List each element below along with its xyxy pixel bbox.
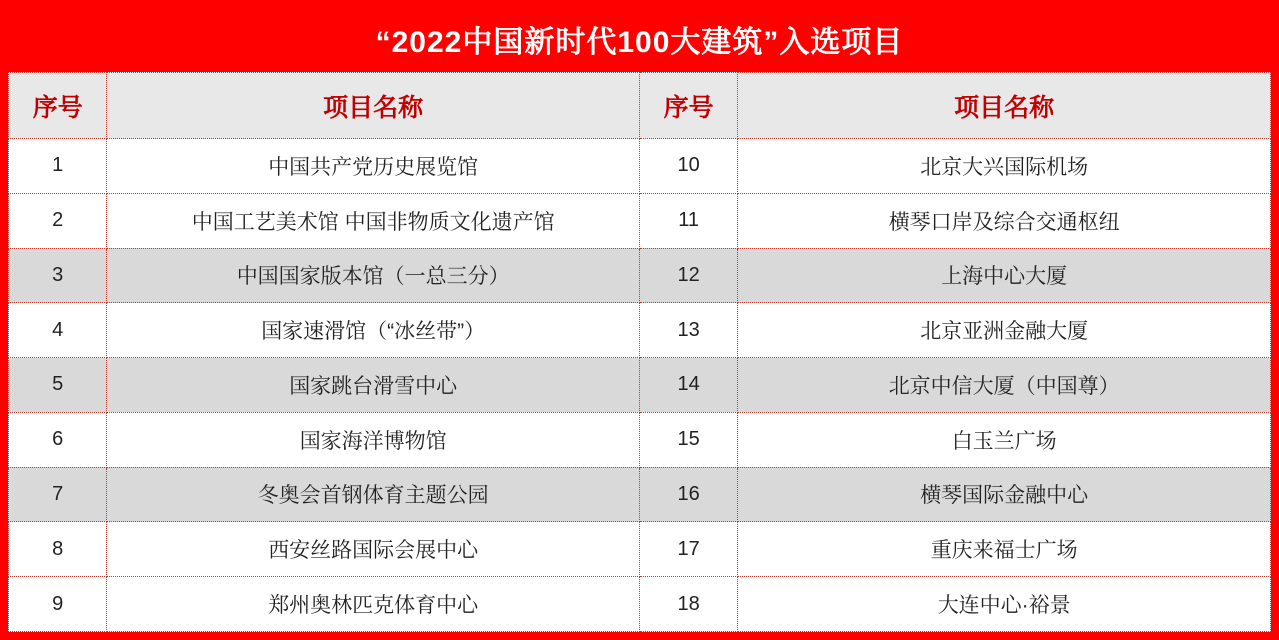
row-index-left: 4	[9, 303, 107, 358]
column-header-index-left: 序号	[9, 73, 107, 139]
table-row	[9, 577, 1271, 632]
row-index-right: 17	[639, 522, 737, 577]
row-name-left: 中国工艺美术馆 中国非物质文化遗产馆	[107, 193, 640, 248]
row-name-right: 北京中信大厦（中国尊）	[738, 358, 1271, 413]
row-index-right: 12	[639, 248, 737, 303]
column-header-index-right: 序号	[639, 73, 737, 139]
row-index-right: 14	[639, 358, 737, 413]
table-row	[9, 303, 1271, 358]
row-name-left: 国家海洋博物馆	[107, 412, 640, 467]
row-index-left: 3	[9, 248, 107, 303]
row-name-left: 国家跳台滑雪中心	[107, 358, 640, 413]
row-index-right: 10	[639, 139, 737, 194]
column-header-name-right: 项目名称	[738, 73, 1271, 139]
row-name-left: 中国国家版本馆（一总三分）	[107, 248, 640, 303]
row-index-right: 18	[639, 577, 737, 632]
table-row	[9, 412, 1271, 467]
projects-table	[8, 72, 1271, 632]
row-name-left: 冬奥会首钢体育主题公园	[107, 467, 640, 522]
row-index-right: 11	[639, 193, 737, 248]
table-row	[9, 193, 1271, 248]
row-index-left: 5	[9, 358, 107, 413]
column-header-name-left: 项目名称	[107, 73, 640, 139]
row-name-right: 北京大兴国际机场	[738, 139, 1271, 194]
row-name-right: 上海中心大厦	[738, 248, 1271, 303]
row-index-left: 2	[9, 193, 107, 248]
table-header-row	[9, 73, 1271, 139]
row-name-left: 国家速滑馆（“冰丝带”）	[107, 303, 640, 358]
document-title-bar	[8, 6, 1271, 72]
row-index-right: 15	[639, 412, 737, 467]
row-index-right: 13	[639, 303, 737, 358]
row-name-right: 重庆来福士广场	[738, 522, 1271, 577]
table-header	[9, 73, 1271, 139]
row-name-right: 横琴口岸及综合交通枢纽	[738, 193, 1271, 248]
row-index-left: 8	[9, 522, 107, 577]
row-index-left: 6	[9, 412, 107, 467]
table-body	[9, 139, 1271, 632]
page-title: “2022中国新时代100大建筑”入选项目	[375, 26, 904, 59]
row-index-right: 16	[639, 467, 737, 522]
row-index-left: 7	[9, 467, 107, 522]
row-name-right: 大连中心·裕景	[738, 577, 1271, 632]
table-row	[9, 248, 1271, 303]
row-name-left: 西安丝路国际会展中心	[107, 522, 640, 577]
row-index-left: 1	[9, 139, 107, 194]
row-name-left: 郑州奥林匹克体育中心	[107, 577, 640, 632]
table-row	[9, 522, 1271, 577]
table-row	[9, 467, 1271, 522]
table-row	[9, 358, 1271, 413]
row-name-right: 北京亚洲金融大厦	[738, 303, 1271, 358]
table-row	[9, 139, 1271, 194]
row-index-left: 9	[9, 577, 107, 632]
row-name-right: 横琴国际金融中心	[738, 467, 1271, 522]
row-name-left: 中国共产党历史展览馆	[107, 139, 640, 194]
row-name-right: 白玉兰广场	[738, 412, 1271, 467]
